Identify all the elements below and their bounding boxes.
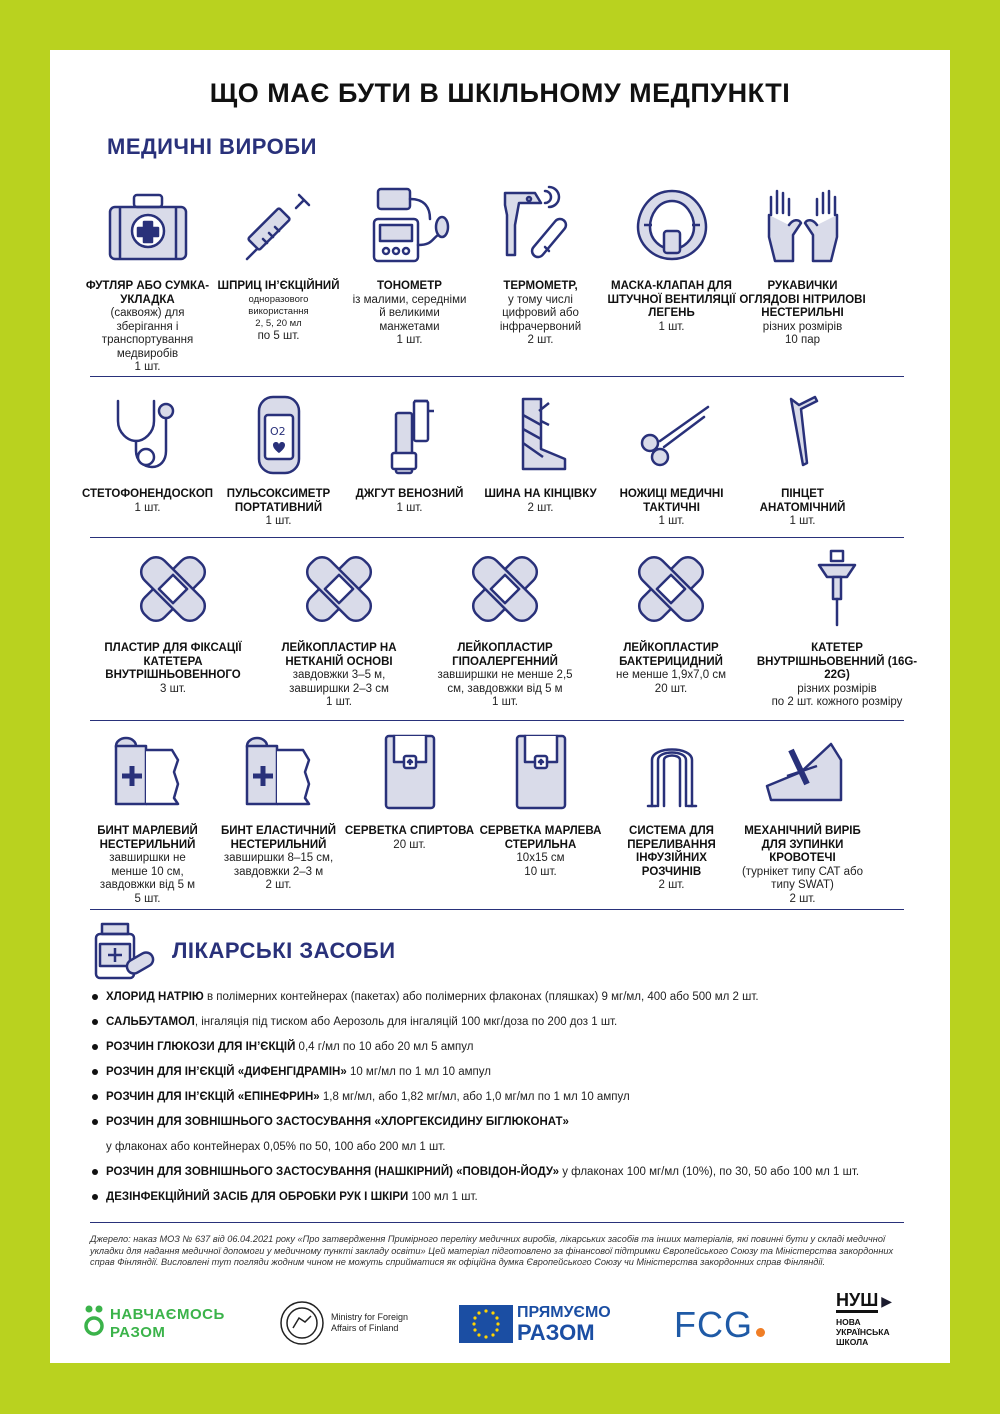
item-desc: одноразового використання 2, 5, 20 мл по 5 шт. [248,293,309,342]
plaster-icon [297,547,381,631]
item-alcohol-wipe [344,727,475,906]
item-tweezers [737,390,868,529]
medicine-item: РОЗЧИН ДЛЯ ЗОВНІШНЬОГО ЗАСТОСУВАННЯ «ХЛОРГЕКСИДИНУ БІГЛЮКОНАТ» у флаконах або контейнерах 0,05% по 50, 100 або 200 мл 1 шт. [90,1115,930,1154]
item-desc: (саквояж) для зберігання і транспортування медвиробів 1 шт. [101,307,194,373]
item-desc: завдовжки 3–5 м, завширшки 2–3 см 1 шт. [289,669,389,708]
item-name: ДЖГУТ ВЕНОЗНИЙ [355,488,464,500]
item-nonwoven-plaster [256,544,422,710]
ventilation-mask-icon [630,185,714,269]
item-gauze-bandage [82,727,213,906]
plaster-icon [131,547,215,631]
row-divider [90,537,904,538]
fcg-dot-icon [756,1328,765,1337]
page-title: ЩО МАЄ БУТИ В ШКІЛЬНОМУ МЕДПУНКТІ [209,78,791,108]
item-desc: у тому числі цифровий або інфрачервоний 2 шт. [499,293,582,346]
item-elastic-bandage [213,727,344,906]
item-name: РУКАВИЧКИ ОГЛЯДОВІ НІТРИЛОВІ НЕСТЕРИЛЬНІ [739,280,866,319]
item-catheter-plaster [90,544,256,710]
item-desc: 2 шт. [658,879,685,891]
item-desc: 1 шт. [265,515,292,527]
section-title-medicines: ЛІКАРСЬКІ ЗАСОБИ [172,938,396,963]
devices-row-2 [82,390,872,529]
logo-nush: НУШ ▶ НОВА УКРАЇНСЬКА ШКОЛА [836,1290,893,1347]
section-title-devices: МЕДИЧНІ ВИРОБИ [107,134,317,159]
item-desc: різних розмірів по 2 шт. кожного розміру [771,682,903,708]
item-stethoscope [82,390,213,529]
item-iv-catheter [754,544,920,710]
item-tonometer [344,182,475,375]
item-name: ФУТЛЯР АБО СУМКА-УКЛАДКА [85,280,210,306]
item-desc: 10х15 см 10 шт. [516,852,565,878]
tourniquet-venous-icon [368,393,452,477]
navchaemos-razom-logo-icon [84,1304,104,1344]
row-divider [90,720,904,721]
item-name: ШПРИЦ ІН’ЄКЦІЙНИЙ [217,280,340,292]
medicine-item: РОЗЧИН ДЛЯ ІН’ЄКЦІЙ «ЕПІНЕФРИН» 1,8 мг/мл, або 1,82 мг/мл, або 1,0 мг/мл по 1 мл 10 ампул [90,1090,930,1104]
first-aid-case-icon [106,185,190,269]
gauze-bandage-icon [106,730,190,814]
elastic-bandage-icon [237,730,321,814]
row-divider [90,909,904,910]
item-desc: 1 шт. [134,501,161,514]
scissors-icon [630,393,714,477]
medicine-item: РОЗЧИН ГЛЮКОЗИ ДЛЯ ІН’ЄКЦІЙ 0,4 г/мл по 10 або 20 мл 5 ампул [90,1040,930,1054]
item-syringe [213,182,344,375]
item-name: БИНТ ЕЛАСТИЧНИЙ НЕСТЕРИЛЬНИЙ [220,825,337,851]
nush-arrow-icon: ▶ [881,1293,893,1309]
item-name: ЛЕЙКОПЛАСТИР ГІПОАЛЕРГЕННИЙ [452,642,558,668]
item-desc: завширшки 8–15 см, завдовжки 2–3 м 2 шт. [223,852,334,891]
plaster-icon [463,547,547,631]
item-bleeding-tourniquet [737,727,868,906]
item-thermometer [475,182,606,375]
item-name: КАТЕТЕР ВНУТРІШНЬОВЕННИЙ (16G-22G) [756,642,918,681]
bleeding-tourniquet-icon [761,730,845,814]
item-name: ШИНА НА КІНЦІВКУ [484,488,597,500]
item-desc: (турнікет типу САТ або типу SWAT) 2 шт. [741,865,864,905]
eu-flag-icon [459,1305,513,1343]
iv-catheter-icon [795,547,879,631]
syringe-icon [237,185,321,269]
medicine-item: ДЕЗІНФЕКЦІЙНИЙ ЗАСІБ ДЛЯ ОБРОБКИ РУК І ШКІРИ 100 мл 1 шт. [90,1190,930,1204]
row-divider [90,1222,904,1223]
item-infusion-system [606,727,737,906]
devices-row-3 [90,544,920,710]
item-gloves [737,182,868,375]
item-name: НОЖИЦІ МЕДИЧНІ ТАКТИЧНІ [619,488,724,514]
item-limb-splint [475,390,606,529]
item-name: БИНТ МАРЛЕВИЙ НЕСТЕРИЛЬНИЙ [97,825,198,851]
item-desc: завширшки не менше 10 см, завдовжки від 5 м 5 шт. [99,852,196,905]
source-note: Джерело: наказ МОЗ № 637 від 06.04.2021 року «Про затвердження Примірного переліку медичних виробів, лікарських засобів та інших матеріалів, які повинні бути у складі медичної укладки для надання медичної допомоги у медичному пункті закладу освіти» Цей матеріал підготовлено за фінансової підтримки Європейського Союзу та Міністерства закордонних справ Фінляндії. Висловлені тут погляди жодним чином не можуть сприйматися як офіційна думка Європейського Союзу чи Міністерства закордонних справ Фінляндії. [90,1234,894,1268]
item-desc: 2 шт. [527,501,554,514]
item-name: ТОНОМЕТР [377,280,442,292]
item-desc: завширшки не менше 2,5 см, завдовжки від 5 м 1 шт. [437,669,573,708]
item-name: ПІНЦЕТ АНАТОМІЧНИЙ [759,488,846,514]
finland-coat-of-arms-icon [279,1300,325,1346]
devices-row-1 [82,182,872,375]
item-hypoallergenic-plaster [422,544,588,710]
logo-pryamuemo-razom: ПРЯМУЄМО РАЗОМ [459,1304,611,1344]
item-desc: різних розмірів 10 пар [762,320,843,346]
thermometer-icon [499,185,583,269]
medicine-item: РОЗЧИН ДЛЯ ІН’ЄКЦІЙ «ДИФЕНГІДРАМІН» 10 мг/мл по 1 мл 10 ампул [90,1065,930,1079]
item-pulse-oximeter [213,390,344,529]
item-desc: 1 шт. [658,320,685,333]
item-first-aid-case [82,182,213,375]
plaster-icon [629,547,713,631]
item-desc: 1 шт. [789,515,816,527]
medicine-bottle-icon [92,920,156,980]
poster-sheet [50,50,950,1363]
pulse-oximeter-icon [237,393,321,477]
item-name: ПУЛЬСОКСИМЕТР ПОРТАТИВНИЙ [226,488,331,514]
medicine-item: РОЗЧИН ДЛЯ ЗОВНІШНЬОГО ЗАСТОСУВАННЯ (НАШКІРНИЙ) «ПОВІДОН-ЙОДУ» у флаконах 100 мг/мл (10%), по 30, 50 або 100 мл 1 шт. [90,1165,930,1179]
item-name: СТЕТОФОНЕНДОСКОП [81,488,214,500]
item-name: ЛЕЙКОПЛАСТИР БАКТЕРИЦИДНИЙ [619,642,723,668]
item-gauze-wipe [475,727,606,906]
tonometer-icon [368,185,452,269]
item-name: ЛЕЙКОПЛАСТИР НА НЕТКАНІЙ ОСНОВІ [281,642,397,668]
alcohol-wipe-icon [368,730,452,814]
item-desc: 3 шт. [159,682,186,695]
item-desc: 20 шт. [393,838,426,851]
item-scissors [606,390,737,529]
gauze-wipe-icon [499,730,583,814]
medicine-item: ХЛОРИД НАТРІЮ в полімерних контейнерах (пакетах) або полімерних флаконах (пляшках) 9 мг/мл, 400 або 500 мл 2 шт. [90,990,930,1004]
tweezers-icon [761,393,845,477]
partner-logos [84,1290,914,1356]
medicines-list [90,990,930,1215]
item-ventilation-mask [606,182,737,375]
medicine-item: САЛЬБУТАМОЛ, інгаляція під тиском або Аерозоль для інгаляцій 100 мкг/доза по 200 доз 1 шт. [90,1015,930,1029]
item-desc: із малими, середніми й великими манжетами 1 шт. [352,293,467,346]
item-name: СИСТЕМА ДЛЯ ПЕРЕЛИВАННЯ ІНФУЗІЙНИХ РОЗЧИНІВ [627,825,716,878]
logo-finland-mfa: Ministry for Foreign Affairs of Finland [279,1300,408,1346]
infusion-system-icon [630,730,714,814]
item-desc: не менше 1,9х7,0 см 20 шт. [616,669,726,695]
item-bactericidal-plaster [588,544,754,710]
item-name: МАСКА-КЛАПАН ДЛЯ ШТУЧНОЇ ВЕНТИЛЯЦІЇ ЛЕГЕНЬ [607,280,736,319]
item-desc: 1 шт. [658,515,685,527]
item-tourniquet-venous [344,390,475,529]
item-name: СЕРВЕТКА МАРЛЕВА СТЕРИЛЬНА [479,825,602,851]
item-desc: 1 шт. [396,501,423,514]
item-name: ТЕРМОМЕТР, [503,280,578,292]
row-divider [90,376,904,377]
item-name: МЕХАНІЧНИЙ ВИРІБ ДЛЯ ЗУПИНКИ КРОВОТЕЧІ [744,825,861,864]
stethoscope-icon [106,393,190,477]
devices-row-4 [82,727,872,906]
item-name: СЕРВЕТКА СПИРТОВА [344,825,475,837]
logo-navchaemos-razom: НАВЧАЄМОСЬ РАЗОМ [84,1304,225,1344]
logo-fcg: FCG [674,1306,765,1344]
limb-splint-icon [499,393,583,477]
svg-text:O2: O2 [269,425,286,438]
gloves-icon [761,185,845,269]
item-name: ПЛАСТИР ДЛЯ ФІКСАЦІЇ КАТЕТЕРА ВНУТРІШНЬОВЕННОГО [104,642,242,681]
